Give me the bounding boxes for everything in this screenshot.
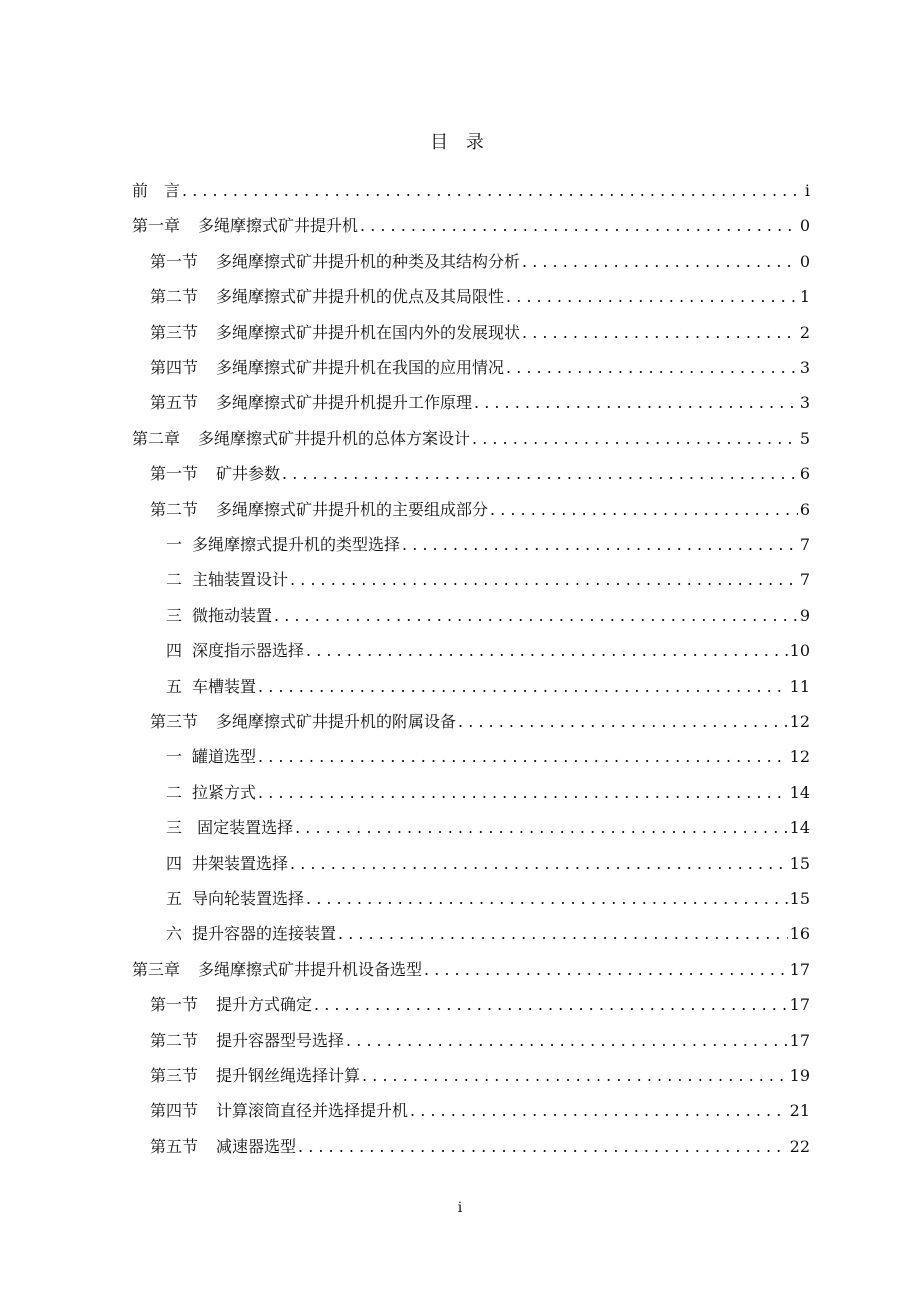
toc-entry-text: 多绳摩擦式矿井提升机的总体方案设计: [198, 428, 471, 448]
toc-entry-label: [166, 603, 272, 626]
toc-entry-label: [166, 532, 400, 555]
toc-entry[interactable]: [166, 603, 810, 633]
toc-entry-page: 14: [789, 782, 810, 802]
toc-entry[interactable]: [132, 213, 810, 243]
toc-entry-label: [166, 638, 304, 661]
toc-entry-number: 一: [166, 747, 183, 767]
toc-leader-dots: [424, 960, 788, 979]
toc-entry-label: [166, 780, 256, 803]
toc-entry-text: 多绳摩擦式矿井提升机在国内外的发展现状: [216, 322, 521, 342]
toc-entry-number: 五: [166, 676, 183, 696]
toc-entry-label: [150, 355, 504, 378]
toc-entry-text: 井架装置选择: [192, 853, 289, 873]
toc-entry[interactable]: [166, 532, 810, 562]
toc-entry-label: [150, 1134, 296, 1157]
toc-entry[interactable]: [150, 497, 810, 527]
toc-entry-number: 第二节: [150, 499, 199, 519]
toc-entry-number: 三: [166, 605, 183, 625]
toc-entry-label: [166, 886, 304, 909]
toc-leader-dots: [338, 924, 788, 943]
toc-entry[interactable]: [150, 1028, 810, 1058]
toc-entry-page: 11: [789, 676, 810, 696]
toc-entry-page: 3: [799, 358, 810, 377]
toc-entry-text: 车槽装置: [192, 676, 257, 696]
toc-entry-number: 第一章: [132, 216, 181, 236]
toc-entry-number: 六: [166, 924, 183, 944]
toc-entry-label: [150, 249, 520, 272]
toc-entry-number: 三: [166, 818, 183, 838]
toc-entry-text: 计算滚筒直径并选择提升机: [216, 1101, 409, 1121]
toc-entry[interactable]: [166, 744, 810, 774]
toc-entry-number: 第三节: [150, 1066, 199, 1085]
toc-entry-page: 3: [799, 393, 810, 413]
toc-entry-label: [166, 567, 288, 590]
toc-entry-page: 17: [789, 995, 810, 1015]
toc-entry-text: 微拖动装置: [192, 605, 273, 625]
toc-entry[interactable]: [166, 780, 810, 810]
toc-entry-text: 多绳摩擦式矿井提升机在我国的应用情况: [216, 358, 505, 377]
toc-entry-page: 17: [789, 1030, 810, 1050]
toc-entry[interactable]: [150, 249, 810, 279]
toc-entry[interactable]: [150, 709, 810, 739]
toc-entry-label: [166, 815, 293, 838]
toc-entry-text: 提升容器型号选择: [216, 1030, 345, 1050]
toc-entry-number: 四: [166, 853, 183, 873]
toc-entry-text: 多绳摩擦式矿井提升机设备选型: [198, 959, 423, 979]
toc-entry-text: 减速器选型: [216, 1136, 297, 1156]
toc-entry-number: 第一节: [150, 464, 199, 484]
toc-entry[interactable]: [166, 921, 810, 951]
toc-leader-dots: [258, 677, 788, 696]
toc-entry-page: 14: [789, 818, 810, 838]
toc-entry-number: 第三节: [150, 712, 199, 731]
toc-entry-page: 7: [799, 570, 810, 590]
toc-entry-label: [150, 1098, 408, 1121]
toc-leader-dots: [258, 783, 788, 802]
toc-leader-dots: [506, 358, 798, 377]
toc-entry-page: 0: [799, 251, 810, 271]
toc-entry[interactable]: [150, 1063, 810, 1093]
toc-entry-label: [132, 178, 180, 201]
toc-entry-number: 二: [166, 570, 183, 590]
toc-entry-number: 第二章: [132, 428, 181, 448]
toc-entry-label: [150, 992, 312, 1015]
toc-entry[interactable]: [166, 815, 810, 845]
toc-entry-number: 第五节: [150, 393, 199, 413]
toc-entry-text: 提升容器的连接装置: [192, 924, 337, 944]
toc-entry-page: 9: [799, 605, 810, 625]
toc-title: 目 录: [430, 132, 490, 153]
toc-entry-page: 2: [799, 322, 810, 342]
toc-entry[interactable]: [150, 1134, 810, 1164]
toc-entry-text: 多绳摩擦式矿井提升机的优点及其局限性: [216, 287, 505, 307]
toc-entry[interactable]: [150, 461, 810, 491]
toc-entry[interactable]: [150, 284, 810, 314]
toc-leader-dots: [362, 1066, 788, 1085]
toc-leader-dots: [402, 535, 798, 554]
toc-entry-page: 0: [799, 216, 810, 236]
toc-entry-text: 多绳摩擦式提升机的类型选择: [192, 535, 401, 554]
toc-entry-label: [166, 744, 256, 767]
toc-entry-number: 第五节: [150, 1136, 199, 1156]
toc-leader-dots: [472, 429, 798, 448]
toc-entry-text: 深度指示器选择: [192, 641, 305, 661]
toc-entry-page: 15: [789, 889, 810, 908]
toc-entry[interactable]: [132, 426, 810, 456]
toc-entry-label: [150, 284, 504, 307]
toc-leader-dots: [410, 1101, 788, 1120]
toc-entry-number: 二: [166, 782, 183, 802]
toc-entry[interactable]: [166, 886, 810, 916]
toc-entry-label: [132, 957, 422, 980]
toc-entry-text: 固定装置选择: [192, 818, 294, 838]
toc-entry-page: 15: [789, 853, 810, 873]
toc-entry-page: 1: [799, 287, 810, 307]
toc-entry[interactable]: [132, 178, 810, 208]
toc-entry[interactable]: [150, 1098, 810, 1128]
toc-entry-text: 多绳摩擦式矿井提升机的种类及其结构分析: [216, 251, 521, 271]
toc-entry-number: 前 言: [132, 181, 181, 200]
toc-entry-page: 6: [799, 464, 810, 484]
toc-entry[interactable]: [150, 390, 810, 420]
toc-leader-dots: [522, 252, 798, 271]
toc-leader-dots: [282, 464, 798, 483]
toc-leader-dots: [458, 712, 788, 731]
toc-entry-number: 第一节: [150, 995, 199, 1015]
toc-entry-number: 第四节: [150, 1101, 199, 1121]
toc-entry-label: [150, 461, 280, 484]
toc-entry-text: 主轴装置设计: [192, 570, 289, 590]
toc-entry-label: [166, 674, 256, 697]
toc-leader-dots: [506, 287, 798, 306]
toc-entry-label: [166, 921, 336, 944]
toc-entry-number: 第一节: [150, 251, 199, 271]
toc-entry[interactable]: [166, 567, 810, 597]
toc-entry[interactable]: [166, 638, 810, 668]
toc-entry-number: 第四节: [150, 358, 199, 377]
toc-entry-label: [166, 851, 288, 874]
toc-entry-page: 10: [789, 641, 810, 661]
toc-entry-text: 多绳摩擦式矿井提升机的附属设备: [216, 712, 457, 731]
toc-entry-number: 第三节: [150, 322, 199, 342]
toc-entry-label: [150, 497, 488, 520]
toc-leader-dots: [474, 393, 798, 412]
toc-entry[interactable]: [150, 355, 810, 385]
toc-leader-dots: [298, 1137, 788, 1156]
toc-leader-dots: [306, 641, 788, 660]
toc-entry-label: [150, 390, 472, 413]
toc-entry-text: 罐道选型: [192, 747, 257, 767]
toc-entry-text: 多绳摩擦式矿井提升机提升工作原理: [216, 393, 473, 413]
toc-entry-text: 矿井参数: [216, 464, 281, 484]
toc-entry[interactable]: [150, 992, 810, 1022]
toc-leader-dots: [274, 606, 798, 625]
toc-entry-page: 12: [789, 747, 810, 767]
toc-entry-label: [150, 709, 456, 732]
page-number-footer: i: [457, 1200, 463, 1216]
toc-entry-number: 第三章: [132, 959, 181, 979]
toc-entry-number: 五: [166, 889, 183, 908]
toc-entry-number: 第二节: [150, 287, 199, 307]
toc-entry[interactable]: [166, 851, 810, 881]
toc-entry-number: 第二节: [150, 1030, 199, 1050]
toc-leader-dots: [314, 995, 788, 1014]
toc-entry-page: i: [804, 181, 810, 200]
toc-entry-text: 拉紧方式: [192, 782, 257, 802]
toc-leader-dots: [306, 889, 788, 908]
toc-entry-text: 导向轮装置选择: [192, 889, 305, 908]
toc-entry[interactable]: [166, 674, 810, 704]
toc-entry-label: [150, 1063, 360, 1086]
toc-leader-dots: [360, 216, 798, 235]
toc-entry-label: [150, 1028, 344, 1051]
toc-entry[interactable]: [132, 957, 810, 987]
toc-leader-dots: [295, 818, 788, 837]
toc-entry-label: [132, 426, 470, 449]
toc-entry-number: 一: [166, 535, 183, 554]
toc-entry[interactable]: [150, 320, 810, 350]
toc-leader-dots: [346, 1031, 788, 1050]
toc-leader-dots: [522, 323, 798, 342]
toc-entry-page: 6: [799, 499, 810, 519]
toc-entry-text: 提升方式确定: [216, 995, 313, 1015]
toc-entry-label: [150, 320, 520, 343]
toc-entry-page: 22: [789, 1136, 810, 1156]
toc-entry-page: 5: [799, 428, 810, 448]
toc-leader-dots: [290, 570, 798, 589]
toc-entry-text: 提升钢丝绳选择计算: [216, 1066, 361, 1085]
toc-leader-dots: [182, 181, 803, 200]
toc-entry-number: 四: [166, 641, 183, 661]
toc-entry-text: 多绳摩擦式矿井提升机的主要组成部分: [216, 499, 489, 519]
toc-entry-page: 17: [789, 959, 810, 979]
toc-entry-label: [132, 213, 358, 236]
toc-leader-dots: [258, 747, 788, 766]
toc-entry-page: 16: [789, 924, 810, 944]
toc-entry-page: 19: [789, 1066, 810, 1085]
toc-entry-page: 21: [789, 1101, 810, 1121]
toc-leader-dots: [290, 854, 788, 873]
toc-leader-dots: [490, 500, 798, 519]
toc-entry-page: 7: [799, 535, 810, 554]
toc-entry-text: 多绳摩擦式矿井提升机: [198, 216, 359, 236]
toc-entry-page: 12: [789, 712, 810, 731]
